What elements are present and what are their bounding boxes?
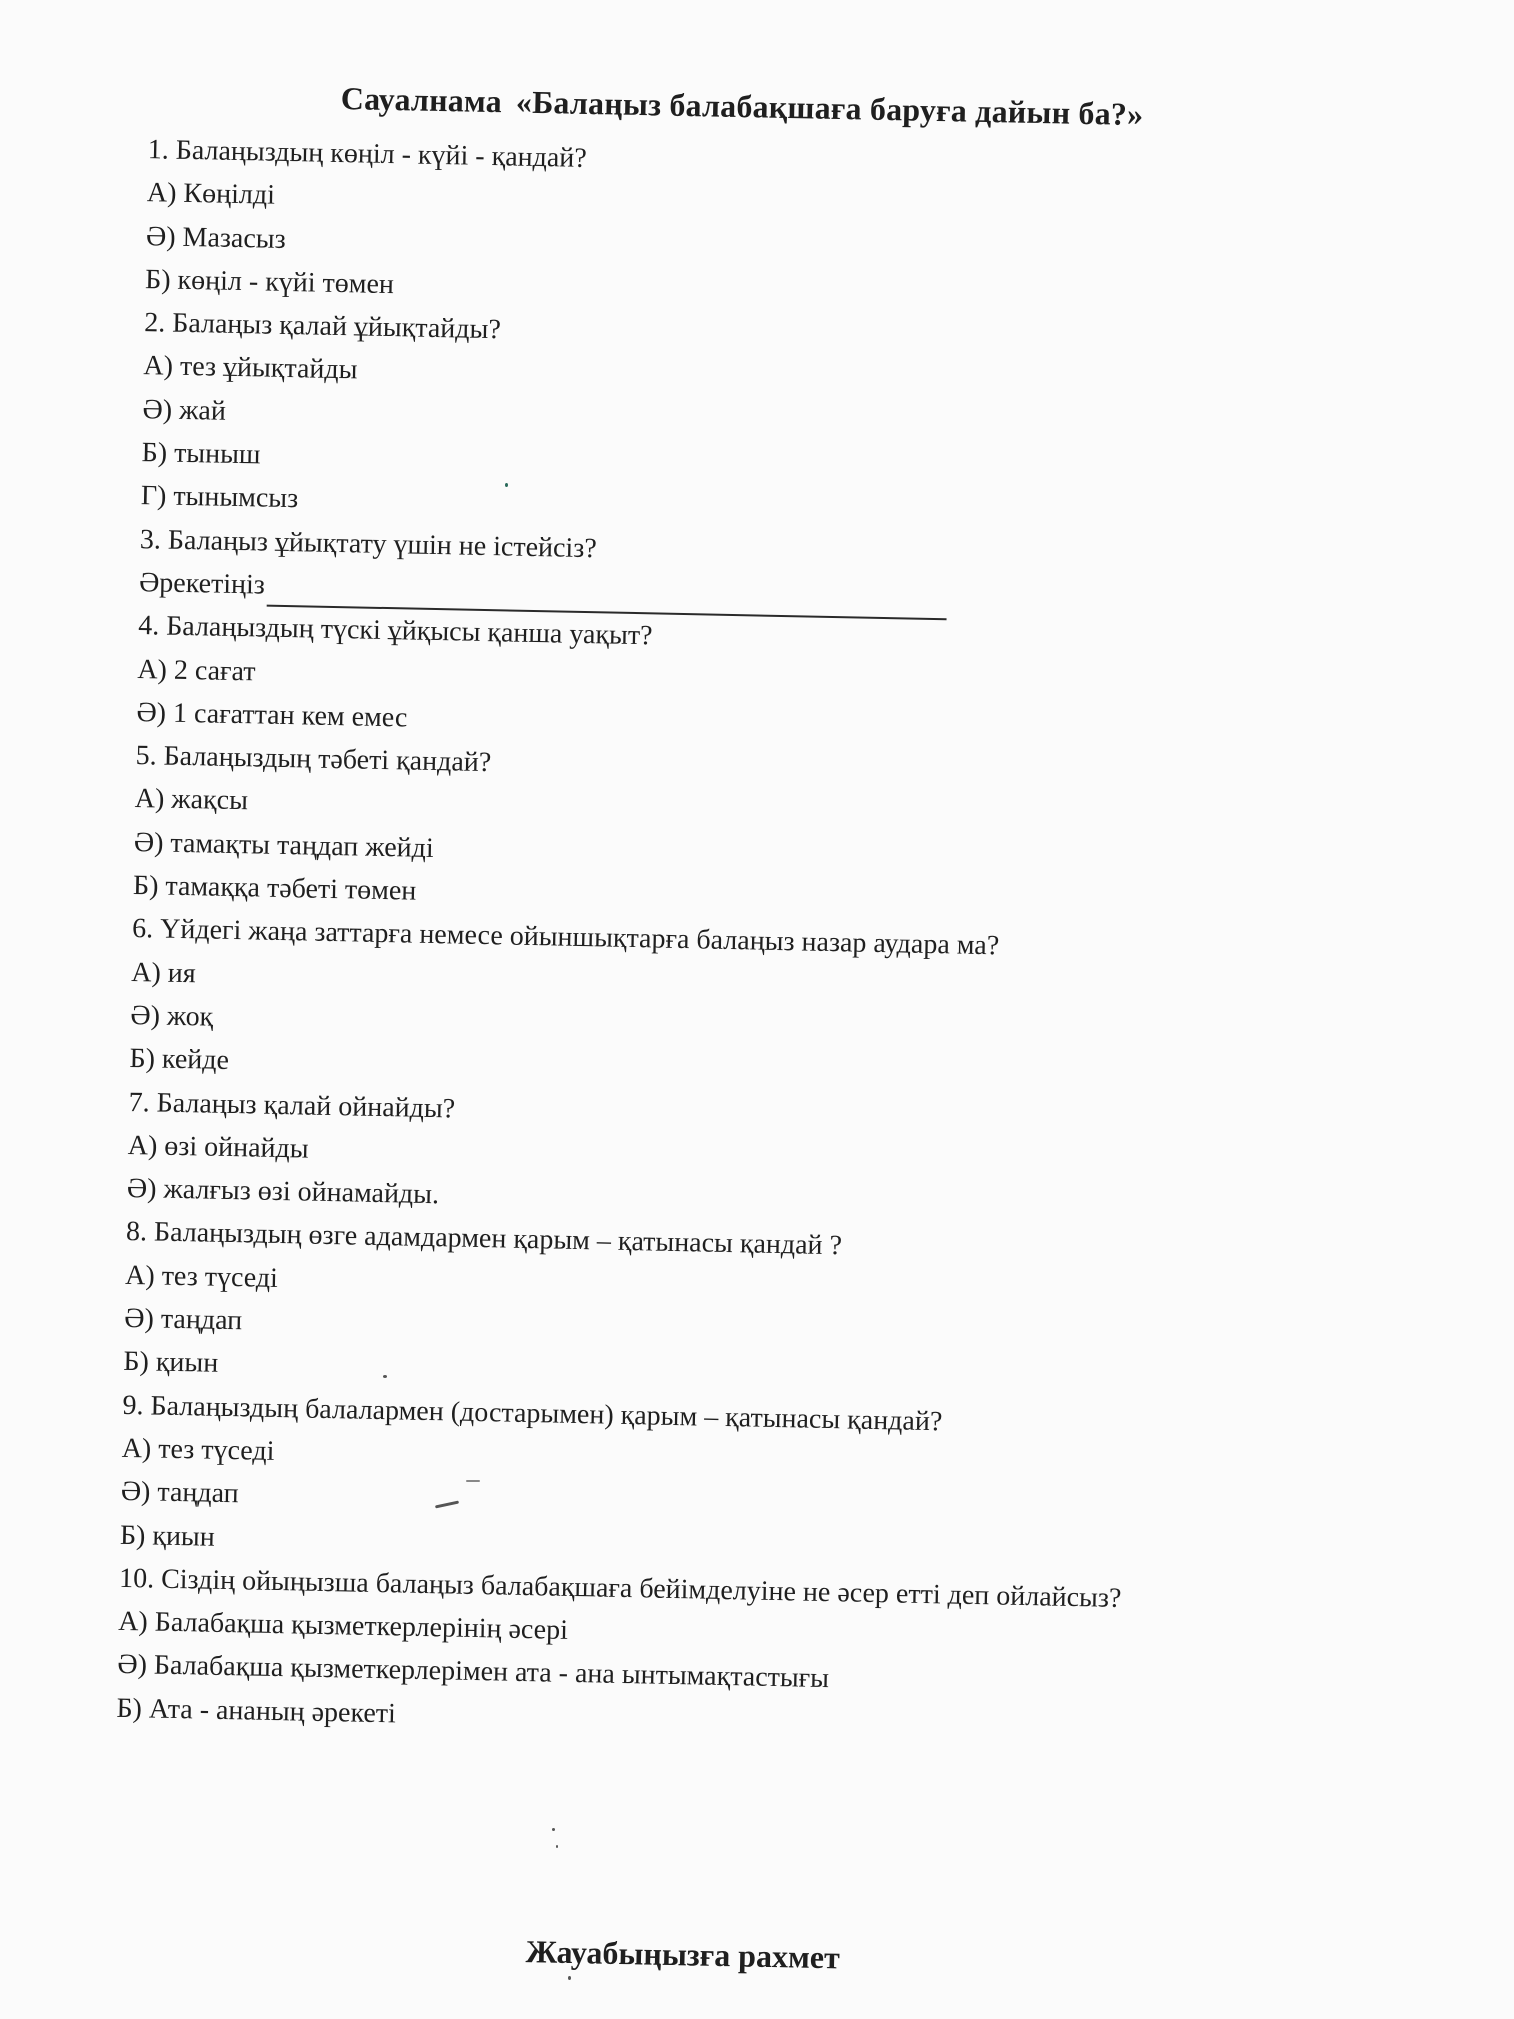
answer-option: Г) тынымсыз	[140, 480, 299, 515]
question-7: 7. Балаңыз қалай ойнайды?	[128, 1086, 456, 1125]
answer-option: Б) тыныш	[141, 437, 261, 471]
question-8: 8. Балаңыздың өзге адамдармен қарым – қатынасы қандай ?	[125, 1216, 843, 1262]
survey-body	[116, 128, 1408, 1755]
answer-option: А) Балабақша қызметкерлерінің әсері	[117, 1605, 569, 1646]
question-4: 4. Балаңыздың түскі ұйқысы қанша уақыт?	[137, 610, 653, 652]
scan-speck	[383, 1375, 387, 1378]
answer-option: А) ия	[130, 956, 197, 989]
question-5: 5. Балаңыздың тәбеті қандай?	[135, 740, 492, 779]
answer-option: А) өзі ойнайды	[127, 1129, 309, 1165]
question-10: 10. Сіздің ойыңызша балаңыз балабақшаға бейімделуіне не әсер етті деп ойлайсыз?	[118, 1562, 1122, 1614]
answer-option: Ә) таңдап	[124, 1302, 243, 1337]
survey-title-quote: «Балаңыз балабақшаға баруға дайын ба?»	[515, 83, 1144, 133]
scan-speck	[552, 1828, 555, 1831]
scan-speck	[505, 483, 508, 487]
scan-speck	[556, 1845, 558, 1848]
answer-option: Ә) Балабақша қызметкерлерімен ата - ана ынтымақтастығы	[117, 1649, 830, 1695]
scan-speck	[568, 1976, 571, 1980]
answer-option: А) 2 сағат	[137, 653, 256, 687]
answer-option: А) жақсы	[134, 783, 249, 817]
closing-thanks: Жауабыңызға рахмет	[525, 1933, 841, 1976]
answer-option: Б) қиын	[123, 1346, 219, 1380]
answer-option: Ә) жалғыз өзі ойнамайды.	[126, 1173, 440, 1211]
answer-option: Б) кейде	[129, 1043, 230, 1077]
question-2: 2. Балаңыз қалай ұйықтайды?	[144, 307, 502, 346]
question-3: 3. Балаңыз ұйықтату үшін не істейсіз?	[139, 523, 598, 564]
answer-option: Ә) 1 сағаттан кем емес	[136, 696, 408, 734]
answer-prompt-label: Әрекетіңіз	[138, 567, 266, 601]
survey-title	[341, 80, 1144, 133]
answer-option: Ә) Мазасыз	[145, 220, 287, 255]
answer-option: А) тез түседі	[124, 1259, 279, 1294]
answer-option: А) тез түседі	[121, 1432, 275, 1467]
answer-option: Ә) таңдап	[120, 1476, 239, 1510]
answer-option: Ә) тамақты таңдап жейді	[133, 826, 435, 864]
answer-option: Б) қиын	[119, 1519, 216, 1553]
question-9: 9. Балаңыздың балалармен (достарымен) қарым – қатынасы қандай?	[122, 1389, 943, 1437]
scan-speck	[466, 1480, 480, 1482]
answer-option: Ә) жай	[142, 393, 227, 427]
question-6: 6. Үйдегі жаңа заттарға немесе ойыншықтарға балаңыз назар аудара ма?	[131, 913, 1000, 962]
answer-option: Б) көңіл - күйі төмен	[144, 264, 395, 301]
answer-option: Б) Ата - ананың әрекеті	[116, 1692, 397, 1730]
answer-option: А) Көңілді	[146, 177, 276, 212]
survey-title-lead: Сауалнама	[340, 80, 503, 120]
answer-option: А) тез ұйықтайды	[143, 350, 358, 386]
answer-option: Б) тамаққа тәбеті төмен	[132, 870, 417, 907]
question-1: 1. Балаңыздың көңіл - күйі - қандай?	[147, 134, 588, 174]
answer-option: Ә) жоқ	[130, 999, 214, 1033]
